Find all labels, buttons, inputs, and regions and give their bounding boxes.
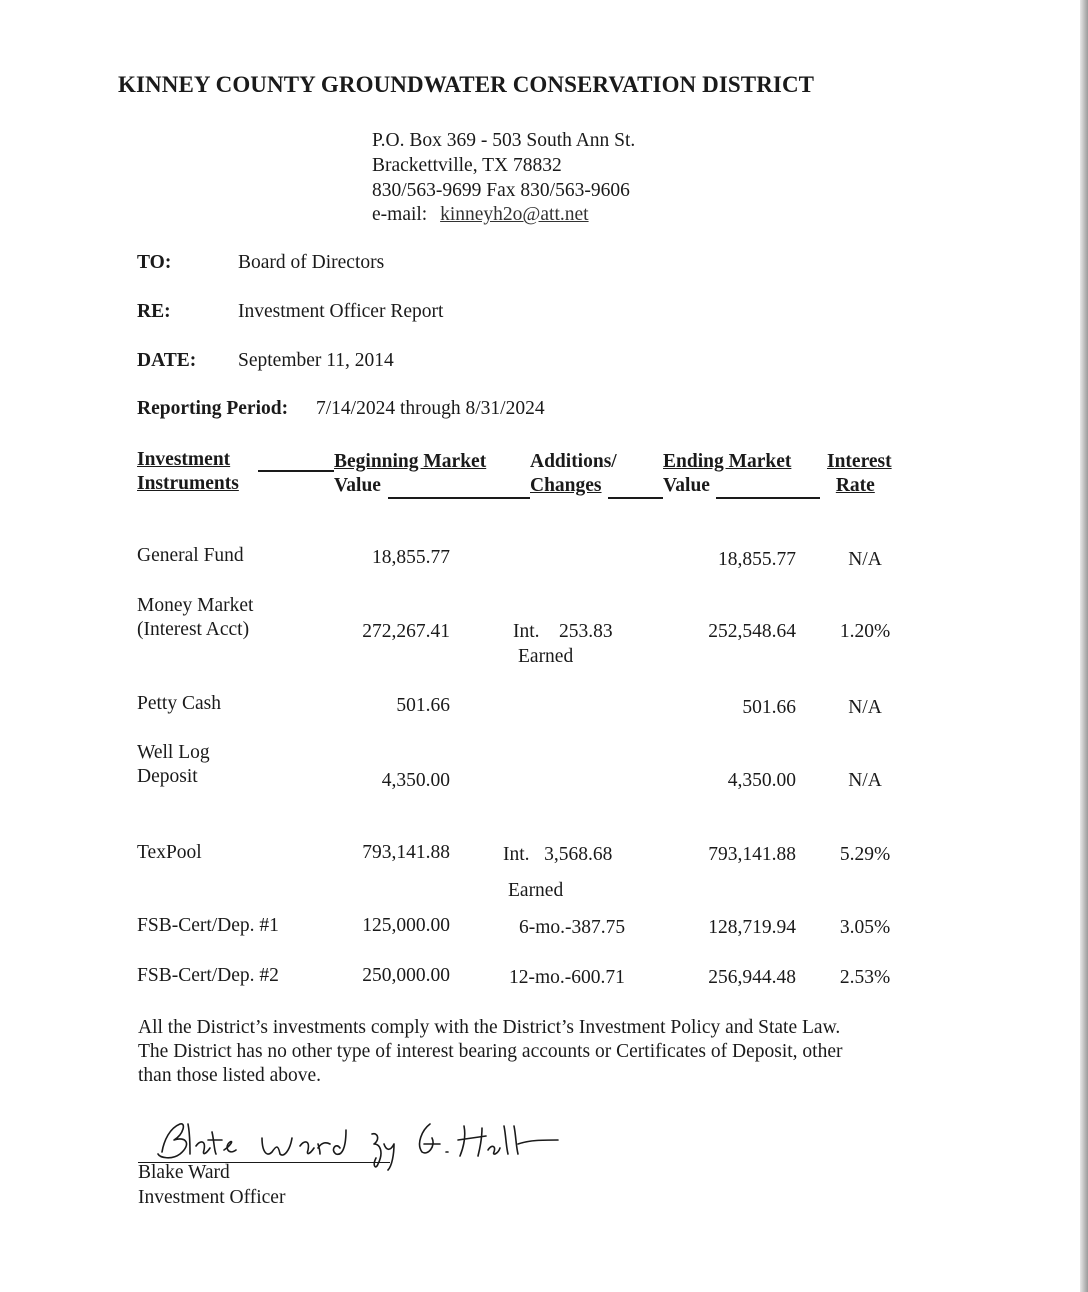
header-rule-mid [388,497,530,499]
interest-rate: N/A [848,697,882,718]
interest-rate: 3.05% [839,917,891,938]
reporting-period-label: Reporting Period: [137,398,289,419]
beginning-value: 250,000.00 [362,965,450,986]
header-rule-right [716,497,820,499]
col-header-instruments [137,448,239,496]
header-rule-mid2 [608,497,663,499]
change-value: 12-mo.-600.71 [509,967,625,988]
interest-rate: 1.20% [839,621,891,642]
col-header-line: Investment [137,449,231,470]
ending-value: 18,855.77 [718,549,796,570]
signer-name: Blake Ward [138,1162,230,1183]
beginning-value: 793,141.88 [362,842,450,863]
instrument-name: (Interest Acct) [137,619,250,640]
instrument-name: TexPool [137,842,202,863]
re-label: RE: [137,301,171,322]
col-header-rate [827,450,892,498]
to-value: Board of Directors [238,252,385,273]
date-value: September 11, 2014 [238,350,394,371]
re-value: Investment Officer Report [238,301,444,322]
page-edge-shadow [1080,0,1088,1292]
beginning-value: 272,267.41 [362,621,450,642]
change-value: Int. 3,568.68 [503,844,613,865]
compliance-statement [138,1016,843,1088]
date-label: DATE: [137,350,197,371]
email-label: e-mail: [372,204,428,225]
instrument-name: FSB-Cert/Dep. #2 [137,965,279,986]
col-header-line: Instruments [137,473,239,494]
interest-rate: N/A [848,770,882,791]
signer-title: Investment Officer [138,1187,286,1208]
ending-value: 128,719.94 [708,917,796,938]
instrument-name: Money Market [137,595,254,616]
col-header-line: Ending Market [663,451,792,472]
change-value: Earned [518,646,574,667]
col-header-line: Rate [835,475,875,496]
statement-line: The District has no other type of interest bearing accounts or Certificates of Deposit, other [138,1041,843,1062]
ending-value: 252,548.64 [708,621,796,642]
district-title: KINNEY COUNTY GROUNDWATER CONSERVATION DISTRICT [118,72,815,97]
col-header-additions [530,450,617,498]
email-line [372,204,589,226]
statement-line: All the District’s investments comply with the District’s Investment Policy and State Law. [138,1017,841,1038]
col-header-line: Changes [530,475,602,496]
col-header-beginning [334,450,486,498]
interest-rate: N/A [848,549,882,570]
ending-value: 256,944.48 [708,967,796,988]
col-header-line: Value [663,475,710,496]
col-header-line: Additions/ [530,451,617,472]
beginning-value: 501.66 [396,695,450,716]
ending-value: 793,141.88 [708,844,796,865]
phone-fax-line: 830/563-9699 Fax 830/563-9606 [372,180,630,201]
header-rule-left [258,470,334,472]
address-line-1: P.O. Box 369 - 503 South Ann St. [372,130,636,151]
reporting-period-value: 7/14/2024 through 8/31/2024 [316,398,545,419]
col-header-line: Beginning Market [334,451,487,472]
col-header-line: Value [334,475,381,496]
instrument-name: Petty Cash [137,693,221,714]
change-value: Int. 253.83 [513,621,613,642]
ending-value: 501.66 [742,697,796,718]
instrument-name: Deposit [137,766,198,787]
statement-line: than those listed above. [138,1065,322,1086]
interest-rate: 2.53% [839,967,891,988]
change-value: Earned [508,880,564,901]
col-header-line: Interest [827,451,892,472]
col-header-ending [663,450,791,498]
email-link[interactable]: kinneyh2o@att.net [440,204,589,225]
ending-value: 4,350.00 [727,770,796,791]
beginning-value: 125,000.00 [362,915,450,936]
beginning-value: 18,855.77 [372,547,450,568]
to-label: TO: [137,252,172,273]
beginning-value: 4,350.00 [381,770,450,791]
interest-rate: 5.29% [839,844,891,865]
address-line-2: Brackettville, TX 78832 [372,155,562,176]
instrument-name: FSB-Cert/Dep. #1 [137,915,279,936]
change-value: 6-mo.-387.75 [519,917,626,938]
instrument-name: Well Log [137,742,210,763]
instrument-name: General Fund [137,545,244,566]
